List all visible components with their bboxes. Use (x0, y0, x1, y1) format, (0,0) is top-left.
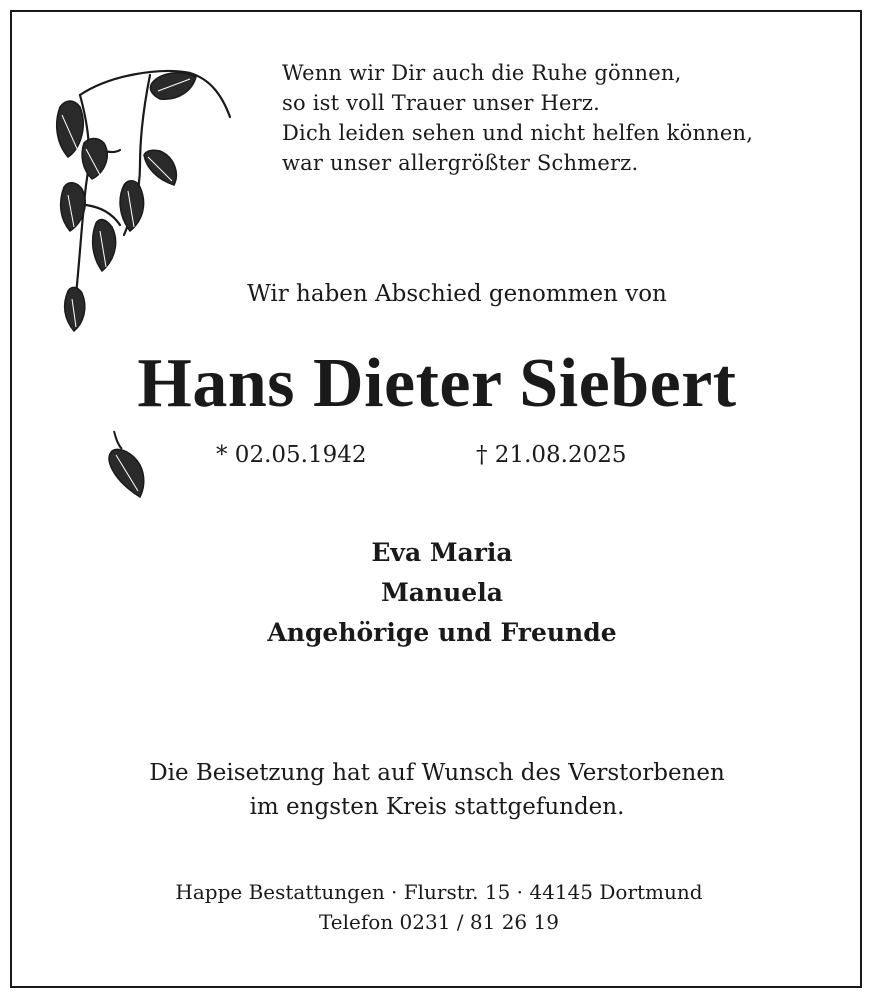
poem-line: Dich leiden sehen und nicht helfen können, (282, 121, 754, 145)
poem-line: so ist voll Trauer unser Herz. (282, 91, 601, 115)
poem-line: Wenn wir Dir auch die Ruhe gönnen, (282, 61, 682, 85)
funeral-home-phone: Telefon 0231 / 81 26 19 (319, 910, 559, 934)
burial-notice (0, 756, 874, 824)
notice-line: Die Beisetzung hat auf Wunsch des Verstorbenen (149, 760, 725, 786)
deceased-name: Hans Dieter Siebert (137, 345, 737, 422)
notice-line: im engsten Kreis stattgefunden. (249, 794, 625, 820)
intro-text: Wir haben Abschied genommen von (247, 281, 667, 307)
death-date: † 21.08.2025 (476, 442, 627, 468)
mourner: Manuela (381, 578, 503, 607)
funeral-home-address: Happe Bestattungen · Flurstr. 15 · 44145 Dortmund (175, 880, 703, 904)
mourner: Angehörige und Freunde (267, 618, 617, 647)
mourners-list (0, 533, 874, 653)
leaf-icon (100, 425, 160, 505)
poem-line: war unser allergrößter Schmerz. (282, 151, 639, 175)
poem (282, 58, 842, 178)
funeral-home-info (0, 877, 874, 937)
mourner: Eva Maria (371, 538, 513, 567)
birth-date: * 02.05.1942 (216, 442, 367, 468)
